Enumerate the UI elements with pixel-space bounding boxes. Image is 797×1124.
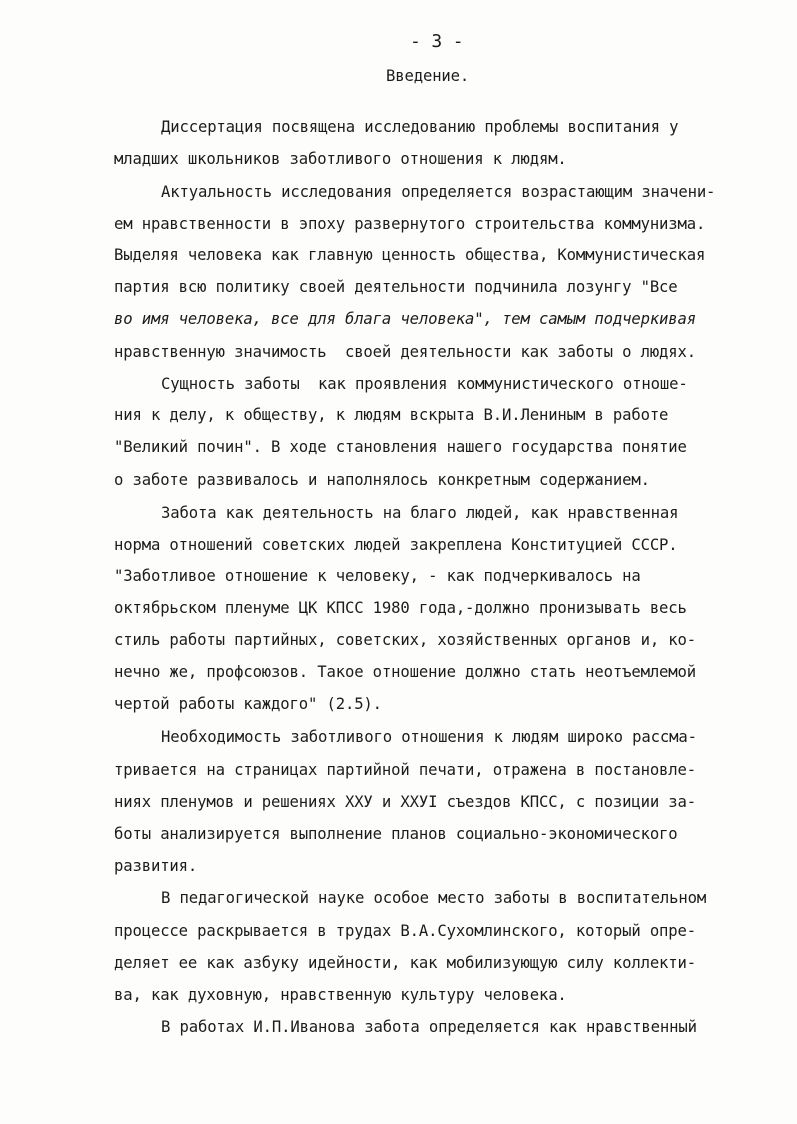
text-line: Выделяя человека как главную ценность общества, Коммунистическая [114, 246, 706, 264]
text-line: ва, как духовную, нравственную культуру человека. [114, 986, 567, 1004]
text-line: о заботе развивалось и наполнялось конкретным содержанием. [114, 471, 650, 489]
text-line: партия всю политику своей деятельности подчинила лозунгу "Все [114, 278, 678, 296]
text-line: октябрьском пленуме ЦК КПСС 1980 года,-должно пронизывать весь [114, 599, 687, 617]
text-line: стиль работы партийных, советских, хозяйственных органов и, ко- [114, 631, 697, 649]
text-line: нравственную значимость своей деятельности как заботы о людях. [114, 343, 697, 361]
text-line: младших школьников заботливого отношения к людям. [114, 150, 567, 168]
text-line: развития. [114, 857, 198, 875]
text-line: "Заботливое отношение к человеку, - как подчеркивалось на [114, 567, 641, 585]
text-line: процессе раскрывается в трудах В.А.Сухомлинского, который опре- [114, 922, 697, 940]
text-line: ния к делу, к обществу, к людям вскрыта В.И.Лениным в работе [114, 406, 669, 424]
text-line: Актуальность исследования определяется возрастающим значени- [161, 183, 716, 201]
text-line: ем нравственности в эпоху развернутого строительства коммунизма. [114, 215, 706, 233]
text-line: деляет ее как азбуку идейности, как мобилизующую силу коллекти- [114, 954, 697, 972]
text-line: "Великий почин". В ходе становления нашего государства понятие [114, 438, 687, 456]
text-line: чертой работы каждого" (2.5). [114, 695, 382, 713]
text-line: Необходимость заботливого отношения к людям широко рассма- [161, 728, 697, 746]
text-line: В педагогической науке особое место заботы в воспитательном [161, 889, 707, 907]
text-line: Забота как деятельность на благо людей, как нравственная [161, 504, 679, 522]
page-number: - 3 - [410, 31, 464, 52]
text-line: ниях пленумов и решениях XXУ и XXУI съездов КПСС, с позиции за- [114, 793, 697, 811]
text-line: Диссертация посвящена исследованию проблемы воспитания у [161, 118, 679, 136]
text-line: норма отношений советских людей закреплена Конституцией СССР. [114, 536, 678, 554]
text-line: Сущность заботы как проявления коммунистического отноше- [161, 375, 688, 393]
text-line: нечно же, профсоюзов. Такое отношение должно стать неотъемлемой [114, 663, 697, 681]
text-line: во имя человека, все для блага человека", тем самым подчеркивая [114, 310, 697, 328]
text-line: боты анализируется выполнение планов социально-экономического [114, 825, 678, 843]
section-heading: Введение. [386, 67, 470, 85]
text-line: тривается на страницах партийной печати, отражена в постановле- [114, 761, 697, 779]
text-line: В работах И.П.Иванова забота определяется как нравственный [161, 1018, 697, 1036]
